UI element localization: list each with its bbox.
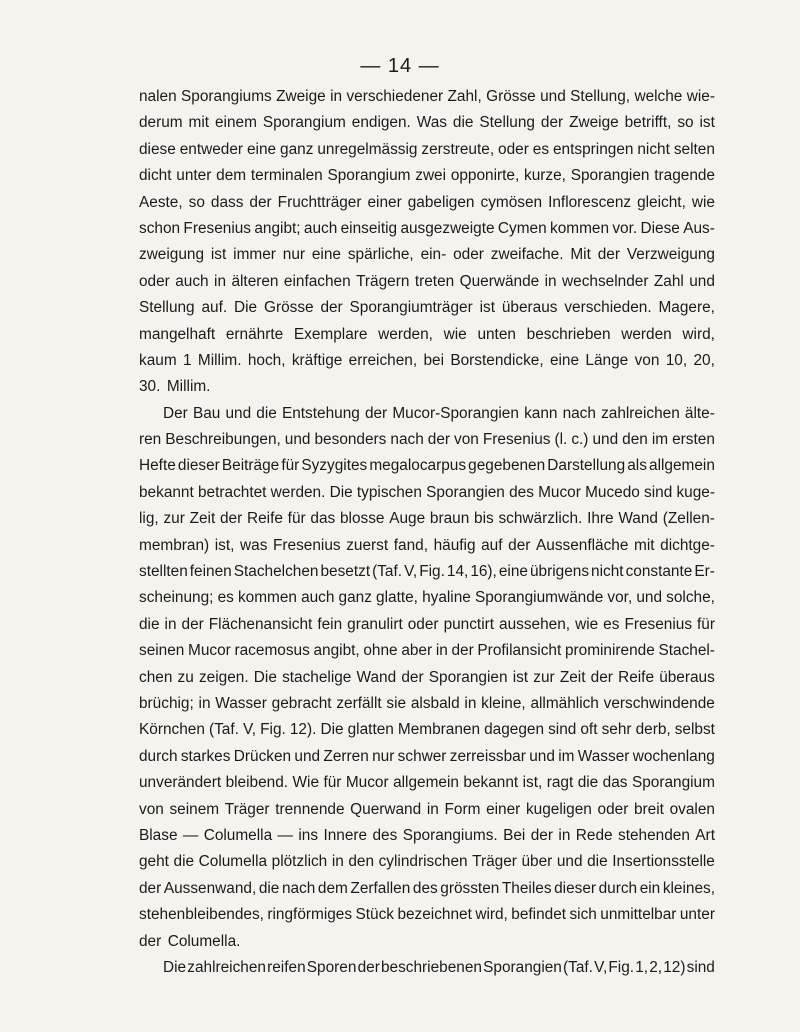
text-line: Die zahlreichen reifen Sporen der beschriebenen Sporangien (Taf. V, Fig. 1, 2, 12) sind	[163, 958, 715, 976]
text-line: Hefte dieser Beiträge für Syzygites megalocarpus gegebenen Darstellung als allgemein	[139, 457, 715, 475]
text-line: nalen Sporangiums Zweige in verschiedener Zahl, Grösse und Stellung, welche wie-	[139, 88, 715, 105]
text-line: ren Beschreibungen, und besonders nach der von Fresenius (l. c.) und den im ersten	[139, 431, 715, 449]
text-line: schon Fresenius angibt; auch einseitig ausgezweigte Cymen kommen vor. Diese Aus-	[139, 219, 715, 237]
text-line: dicht unter dem terminalen Sporangium zwei opponirte, kurze, Sporangien tragende	[139, 167, 715, 185]
text-line: Aeste, so dass der Fruchtträger einer gabeligen cymösen Inflorescenz gleicht, wie	[139, 193, 715, 211]
text-line: durch starkes Drücken und Zerren nur schwer zerreissbar und im Wasser wochenlang	[139, 747, 715, 765]
text-line: die in der Flächenansicht fein granulirt oder punctirt aussehen, wie es Fresenius für	[139, 615, 715, 633]
text-line: scheinung; es kommen auch ganz glatte, hyaline Sporangiumwände vor, und solche,	[139, 589, 715, 607]
text-line: unverändert bleibend. Wie für Mucor allgemein bekannt ist, ragt die das Sporangium	[139, 774, 715, 792]
text-line: kaum 1 Millim. hoch, kräftige erreichen, bei Borstendicke, eine Länge von 10, 20,	[139, 351, 715, 369]
text-line: von seinem Träger trennende Querwand in Form einer kugeligen oder breit ovalen	[139, 800, 715, 818]
text-line: chen zu zeigen. Die stachelige Wand der Sporangien ist zur Zeit der Reife überaus	[139, 668, 715, 686]
text-line: stellten feinen Stachelchen besetzt (Taf. V, Fig. 14, 16), eine übrigens nicht constante Er-	[139, 563, 715, 581]
text-line: bekannt betrachtet werden. Die typischen Sporangien des Mucor Mucedo sind kuge-	[139, 483, 715, 501]
text-line: brüchig; in Wasser gebracht zerfällt sie alsbald in kleine, allmählich verschwindende	[139, 694, 715, 712]
text-line: membran) ist, was Fresenius zuerst fand, häufig auf der Aussenfläche mit dichtge-	[139, 536, 715, 554]
text-line: derum mit einem Sporangium endigen. Was die Stellung der Zweige betrifft, so ist	[139, 114, 715, 132]
text-line: Der Bau und die Entstehung der Mucor-Sporangien kann nach zahlreichen älte-	[163, 404, 715, 422]
body-text	[139, 84, 715, 981]
text-line: diese entweder eine ganz unregelmässig zerstreute, oder es entspringen nicht selten	[139, 140, 715, 158]
text-line: lig, zur Zeit der Reife für das blosse Auge braun bis schwärzlich. Ihre Wand (Zellen-	[139, 510, 715, 528]
text-line: geht die Columella plötzlich in den cylindrischen Träger über und die Insertionsstelle	[139, 853, 715, 871]
text-line: 30. Millim.	[139, 378, 211, 396]
text-line: Blase — Columella — ins Innere des Sporangiums. Bei der in Rede stehenden Art	[139, 826, 715, 844]
text-line: Stellung auf. Die Grösse der Sporangiumträger ist überaus verschieden. Magere,	[139, 299, 715, 317]
text-line: oder auch in älteren einfachen Trägern treten Querwände in wechselnder Zahl und	[139, 272, 715, 290]
text-line: der Columella.	[139, 932, 241, 950]
text-line: zweigung ist immer nur eine spärliche, ein- oder zweifache. Mit der Verzweigung	[139, 246, 715, 264]
page-number: — 14 —	[360, 55, 440, 77]
text-line: der Aussenwand, die nach dem Zerfallen des grössten Theiles dieser durch ein kleines,	[139, 879, 715, 897]
text-line: mangelhaft ernährte Exemplare werden, wie unten beschrieben werden wird,	[139, 325, 715, 343]
text-line: Körnchen (Taf. V, Fig. 12). Die glatten Membranen dagegen sind oft sehr derb, selbst	[139, 721, 715, 739]
text-line: stehenbleibendes, ringförmiges Stück bezeichnet wird, befindet sich unmittelbar unter	[139, 906, 715, 924]
text-line: seinen Mucor racemosus angibt, ohne aber in der Profilansicht prominirende Stachel-	[139, 642, 715, 660]
